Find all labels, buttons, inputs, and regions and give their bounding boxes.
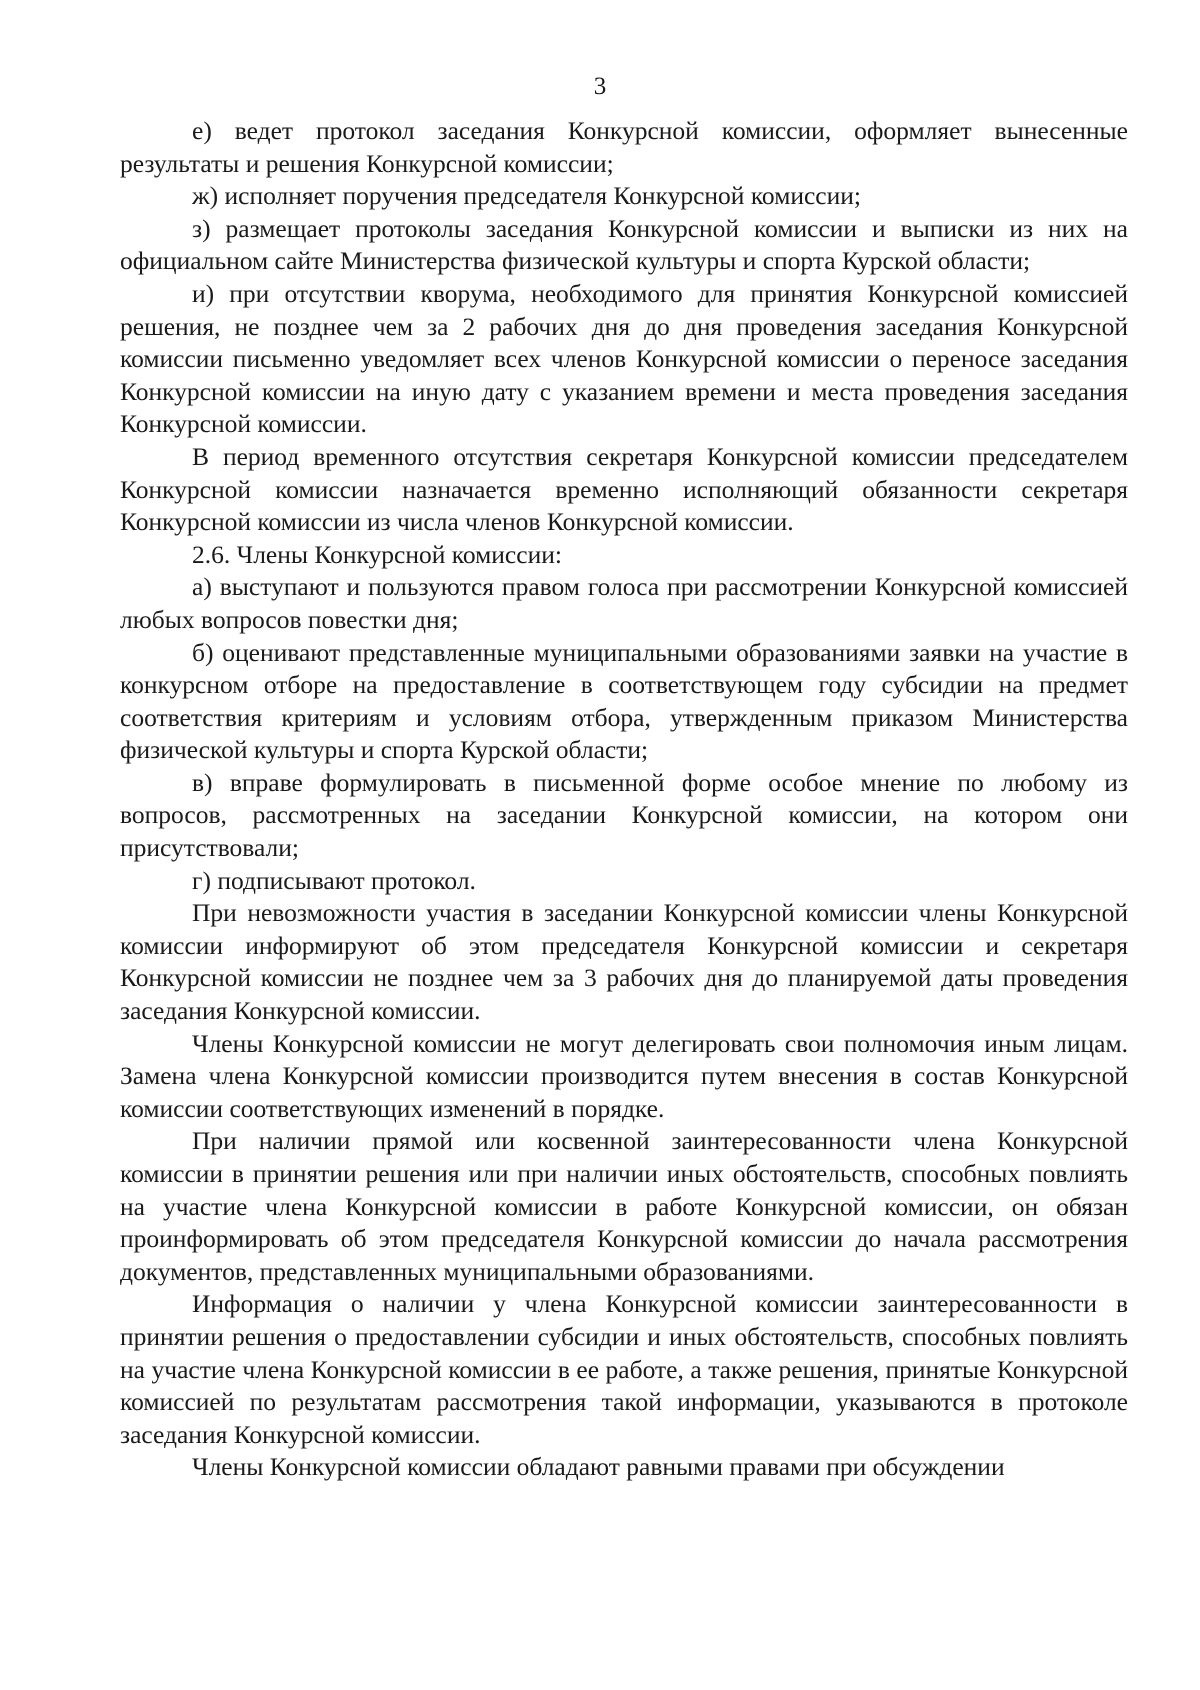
paragraph-a-voting: а) выступают и пользуются правом голоса при рассмотрении Конкурсной комиссией любых вопросов повестки дня; — [120, 572, 1128, 634]
page-number: 3 — [593, 73, 607, 100]
paragraph-conflict-of-interest: При наличии прямой или косвенной заинтересованности члена Конкурсной комиссии в принятии решения или при наличии иных обстоятельств, способных повлиять на участие члена Конкурсной комиссии в работе Конкурсной комиссии, он обязан проинформировать об этом председателя Конкурсной комиссии до начала рассмотрения документов, представленных муниципальными образованиями. — [120, 1126, 1128, 1286]
paragraph-equal-rights: Члены Конкурсной комиссии обладают равными правами при обсуждении — [192, 1452, 1005, 1482]
paragraph-z-publication: з) размещает протоколы заседания Конкурсной комиссии и выписки из них на официальном сайте Министерства физической культуры и спорта Курской области; — [120, 213, 1128, 276]
paragraph-g-signing: г) подписывают протокол. — [192, 865, 476, 895]
section-heading-2-6: 2.6. Члены Конкурсной комиссии: — [192, 539, 562, 569]
paragraph-b-evaluation: б) оценивают представленные муниципальными образованиями заявки на участие в конкурсном отборе на предоставление в соответствующем году субсидии на предмет соответствия критериям и условиям отбора, утвержденным приказом Министерства физической культуры и спорта Курской области; — [120, 637, 1128, 765]
paragraph-no-delegation: Члены Конкурсной комиссии не могут делегировать свои полномочия иным лицам. Замена члена Конкурсной комиссии производится путем внесения в состав Конкурсной комиссии соответствующих изменений в порядке. — [120, 1028, 1128, 1123]
paragraph-secretary-absence: В период временного отсутствия секретаря Конкурсной комиссии председателем Конкурсной комиссии назначается временно исполняющий обязанности секретаря Конкурсной комиссии из числа членов Конкурсной комиссии. — [120, 441, 1128, 537]
paragraph-v-opinion: в) вправе формулировать в письменной форме особое мнение по любому из вопросов, рассмотренных на заседании Конкурсной комиссии, на котором они присутствовали; — [120, 767, 1128, 863]
paragraph-zh-instructions: ж) исполняет поручения председателя Конкурсной комиссии; — [192, 181, 861, 211]
paragraph-e-protocol: е) ведет протокол заседания Конкурсной комиссии, оформляет вынесенные результаты и решения Конкурсной комиссии; — [120, 116, 1128, 178]
paragraph-absence-notice: При невозможности участия в заседании Конкурсной комиссии члены Конкурсной комиссии информируют об этом председателя Конкурсной комиссии и секретаря Конкурсной комиссии не позднее чем за 3 рабочих дня до планируемой даты проведения заседания Конкурсной комиссии. — [120, 898, 1128, 1026]
document-body — [120, 115, 1128, 1484]
paragraph-i-quorum: и) при отсутствии кворума, необходимого для принятия Конкурсной комиссией решения, не позднее чем за 2 рабочих дня до дня проведения заседания Конкурсной комиссии письменно уведомляет всех членов Конкурсной комиссии о переносе заседания Конкурсной комиссии на иную дату с указанием времени и места проведения заседания Конкурсной комиссии. — [120, 278, 1128, 439]
paragraph-interest-information: Информация о наличии у члена Конкурсной комиссии заинтересованности в принятии решения о предоставлении субсидии и иных обстоятельств, способных повлиять на участие члена Конкурсной комиссии в ее работе, а также решения, принятые Конкурсной комиссией по результатам рассмотрения такой информации, указываются в протоколе заседания Конкурсной комиссии. — [120, 1289, 1128, 1449]
